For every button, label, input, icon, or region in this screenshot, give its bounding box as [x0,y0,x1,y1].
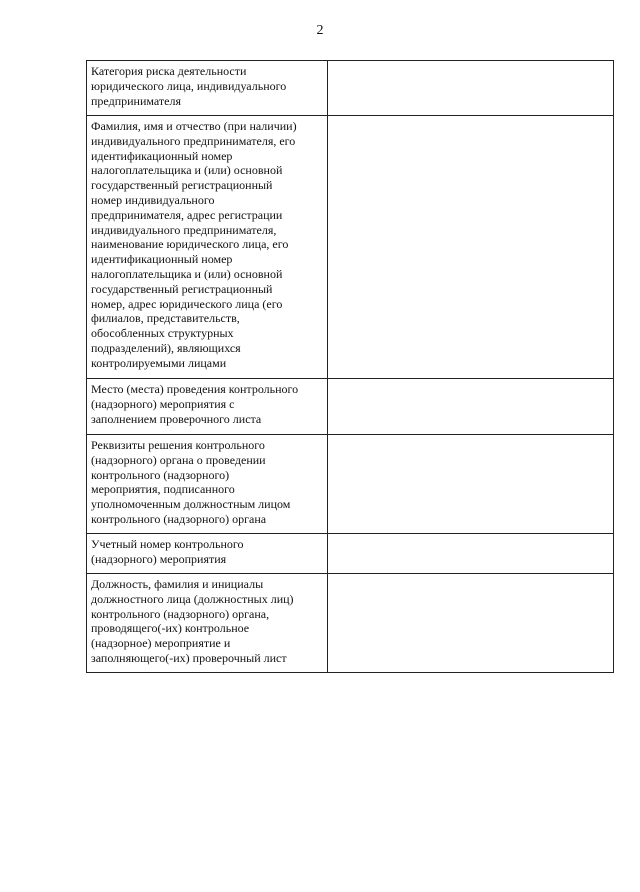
table-row-controlled-persons [87,116,614,379]
row-label-decision-details [87,435,328,534]
table-row-inspection-location [87,379,614,435]
row-label-text: Фамилия, имя и отчество (при наличии) индивидуального предпринимателя, его идентификационный номер налогоплательщика и (или) основной государственный регистрационный номер индивидуального предпринимателя, адрес регистрации индивидуального предпринимателя, наименование юридического лица, его идентификационный номер налогоплательщика и (или) основной государственный регистрационный номер, адрес юридического лица (его филиалов, представительств, обособленных структурных подразделений), являющихся контролируемыми лицами [91,119,297,370]
row-value-registration-number[interactable] [328,534,614,574]
row-value-controlled-persons[interactable] [328,116,614,379]
row-label-text: Реквизиты решения контрольного (надзорного) органа о проведении контрольного (надзорного) мероприятия, подписанного уполномоченным должностным лицом контрольного (надзорного) органа [91,438,291,526]
inspection-info-table [86,60,614,673]
row-label-text: Должность, фамилия и инициалы должностного лица (должностных лиц) контрольного (надзорного) органа, проводящего(-их) контрольное (надзорное) мероприятие и заполняющего(-их) проверочный лист [91,577,294,665]
row-label-text: Учетный номер контрольного (надзорного) мероприятия [91,537,244,566]
row-value-decision-details[interactable] [328,435,614,534]
page-number: 2 [316,23,324,38]
row-label-inspection-location [87,379,328,435]
row-value-inspection-location[interactable] [328,379,614,435]
row-label-official [87,574,328,673]
table-row-official [87,574,614,673]
table-row-registration-number [87,534,614,574]
row-label-text: Категория риска деятельности юридического лица, индивидуального предпринимателя [91,64,287,108]
row-value-risk-category[interactable] [328,61,614,116]
row-value-official[interactable] [328,574,614,673]
table-row-risk-category [87,61,614,116]
row-label-text: Место (места) проведения контрольного (надзорного) мероприятия с заполнением проверочного листа [91,382,299,426]
row-label-controlled-persons [87,116,328,379]
table-row-decision-details [87,435,614,534]
row-label-risk-category [87,61,328,116]
row-label-registration-number [87,534,328,574]
